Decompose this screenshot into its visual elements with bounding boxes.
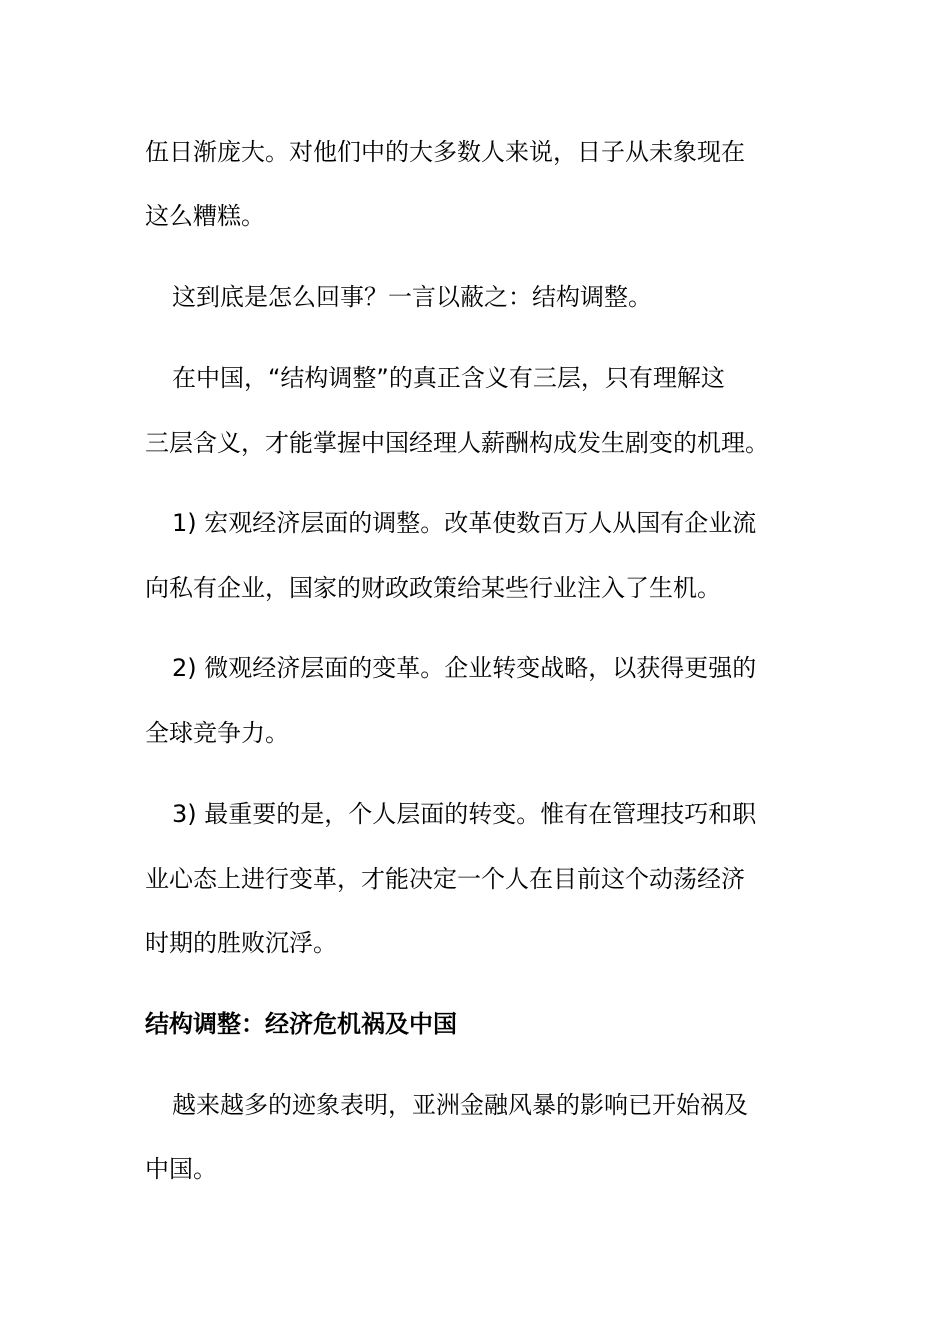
paragraph-4-line-1: 1) 宏观经济层面的调整。改革使数百万人从国有企业流 (172, 509, 757, 537)
paragraph-6-line-3: 时期的胜败沉浮。 (145, 929, 337, 957)
paragraph-3-line-2: 三层含义，才能掌握中国经理人薪酬构成发生剧变的机理。 (145, 429, 769, 457)
section-heading: 结构调整：经济危机祸及中国 (145, 1010, 457, 1038)
paragraph-2-line-1: 这到底是怎么回事？一言以蔽之：结构调整。 (172, 283, 652, 311)
paragraph-5-line-2: 全球竞争力。 (145, 719, 289, 747)
paragraph-3-line-1: 在中国，“结构调整”的真正含义有三层，只有理解这 (172, 364, 725, 392)
paragraph-6-line-1: 3) 最重要的是，个人层面的转变。惟有在管理技巧和职 (172, 800, 757, 828)
paragraph-4-line-2: 向私有企业，国家的财政政策给某些行业注入了生机。 (145, 574, 721, 602)
paragraph-6-line-2: 业心态上进行变革，才能决定一个人在目前这个动荡经济 (145, 865, 745, 893)
paragraph-7-line-1: 越来越多的迹象表明，亚洲金融风暴的影响已开始祸及 (172, 1091, 748, 1119)
paragraph-1-line-2: 这么糟糕。 (145, 202, 265, 230)
paragraph-5-line-1: 2) 微观经济层面的变革。企业转变战略，以获得更强的 (172, 654, 757, 682)
paragraph-7-line-2: 中国。 (145, 1155, 217, 1183)
paragraph-1-line-1: 伍日渐庞大。对他们中的大多数人来说，日子从未象现在 (145, 138, 745, 166)
